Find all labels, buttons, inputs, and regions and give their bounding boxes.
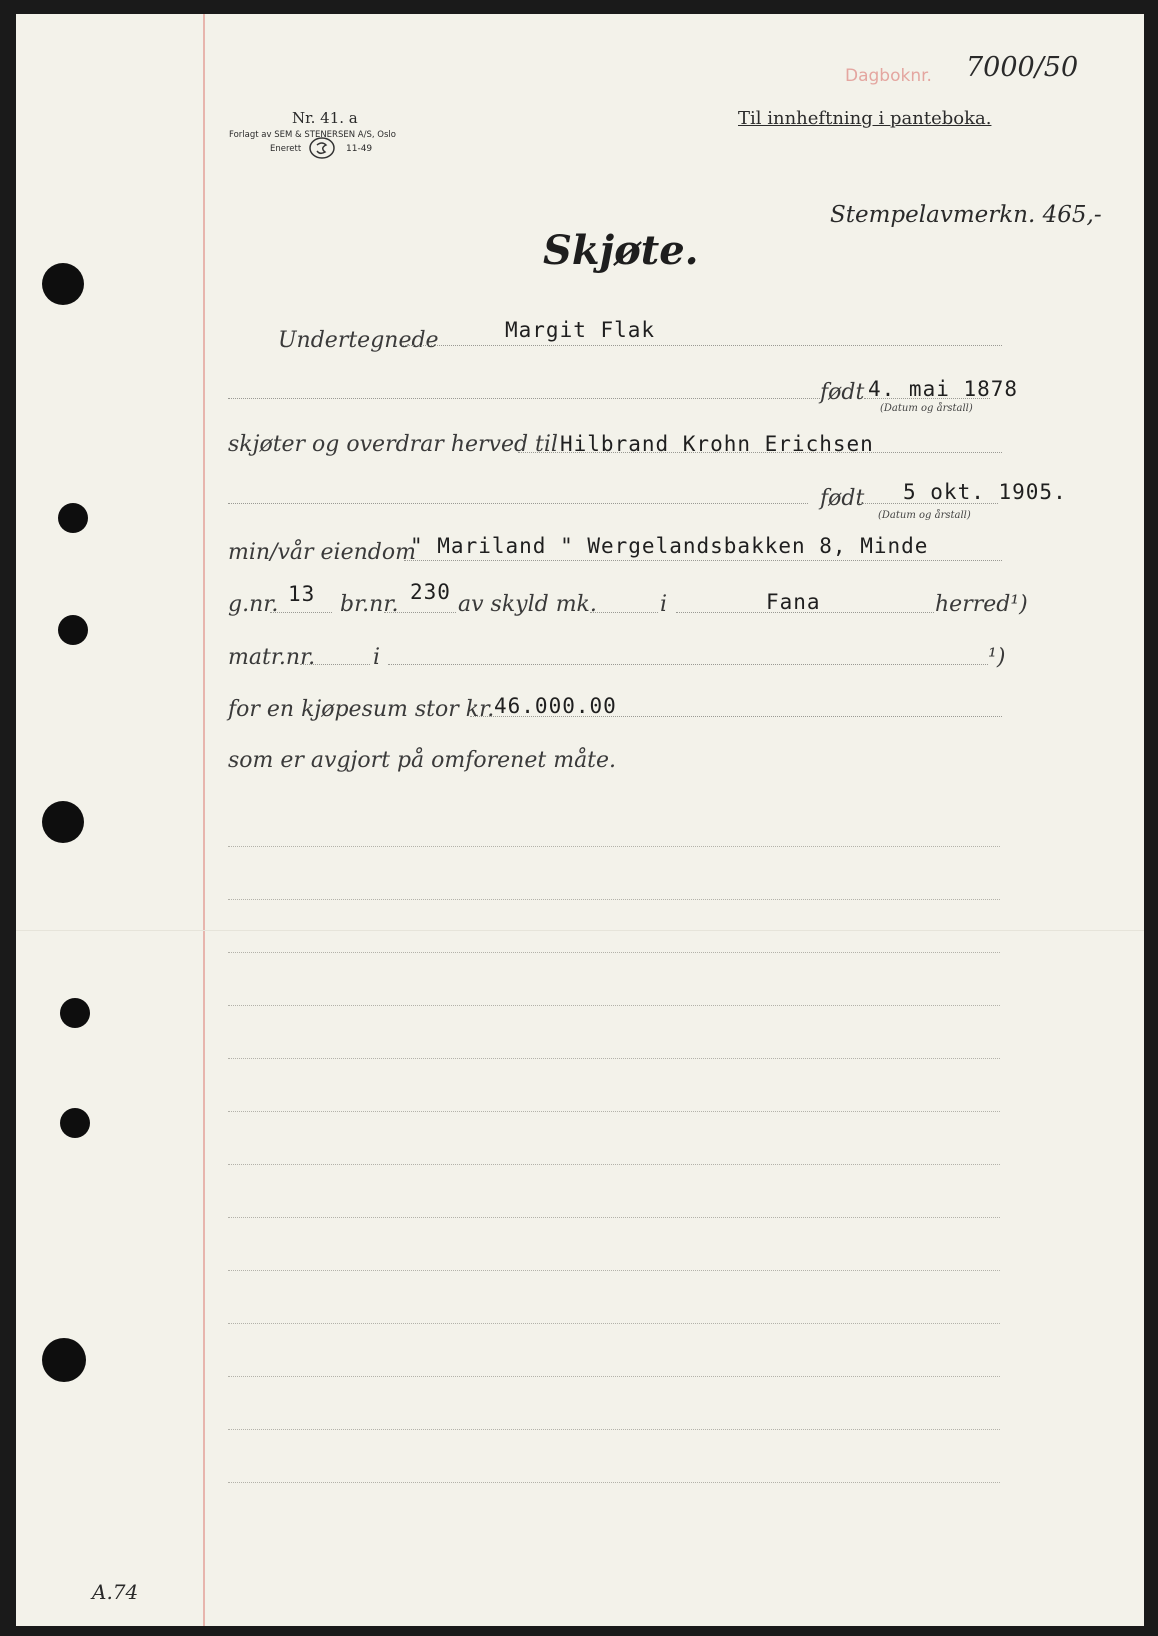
fold-line [16, 930, 1144, 931]
punch-hole [42, 1338, 86, 1382]
brnr-label: br.nr. [340, 592, 399, 617]
document-title: Skjøte. [543, 227, 699, 274]
punch-hole [60, 998, 90, 1028]
transfer-label: skjøter og overdrar herved til [228, 432, 558, 457]
seller-name: Margit Flak [505, 318, 656, 342]
publisher-logo-icon [308, 136, 336, 160]
publisher: Forlagt av SEM & STENERSEN A/S, Oslo [229, 130, 396, 140]
herred-label: herred¹) [935, 592, 1028, 617]
date-hint: (Datum og årstall) [880, 403, 973, 414]
buyer-name: Hilbrand Krohn Erichsen [560, 432, 874, 456]
blank-line [228, 899, 1000, 900]
blank-line [228, 1005, 1000, 1006]
herred-value: Fana [766, 590, 821, 614]
punch-hole [60, 1108, 90, 1138]
form-number: Nr. 41. a [292, 109, 358, 127]
eiendom-label: min/vår eiendom [228, 540, 416, 565]
blank-line [228, 1323, 1000, 1324]
dagbok-label: Dagboknr. [845, 66, 932, 86]
punch-hole [58, 503, 88, 533]
blank-line [228, 952, 1000, 953]
footer-note: A.74 [92, 1580, 139, 1604]
blank-line [228, 1376, 1000, 1377]
punch-hole [42, 801, 84, 843]
blank-line [228, 1482, 1000, 1483]
blank-line [228, 1429, 1000, 1430]
date-hint: (Datum og årstall) [878, 510, 971, 521]
matr-i-label: i [373, 645, 381, 670]
price-label: for en kjøpesum stor kr. [228, 697, 495, 722]
brnr-value: 230 [410, 580, 451, 604]
punch-hole [58, 615, 88, 645]
skyld-label: av skyld mk. [458, 592, 597, 617]
matr-footnote: ¹) [988, 645, 1006, 670]
blank-line [228, 846, 1000, 847]
price-value: 46.000.00 [494, 694, 617, 718]
buyer-fodt-label: født [820, 486, 865, 511]
instruction-text: Til innheftning i panteboka. [738, 108, 992, 129]
settled-text: som er avgjort på omforenet måte. [228, 748, 617, 773]
form-date: 11-49 [346, 144, 373, 154]
blank-line [228, 1217, 1000, 1218]
margin-rule [203, 14, 205, 1626]
buyer-birth-date: 5 okt. 1905. [903, 480, 1067, 504]
property-description: " Mariland " Wergelandsbakken 8, Minde [410, 534, 929, 558]
blank-line [228, 1270, 1000, 1271]
gnr-label: g.nr. [228, 592, 279, 617]
stamp-note: Stempelavmerkn. 465,- [830, 202, 1102, 228]
seller-fodt-label: født [820, 380, 865, 405]
i-label: i [660, 592, 668, 617]
blank-line [228, 1058, 1000, 1059]
dagbok-number: 7000/50 [966, 52, 1079, 83]
seller-birth-date: 4. mai 1878 [868, 377, 1019, 401]
blank-line [228, 1111, 1000, 1112]
punch-hole [42, 263, 84, 305]
undertegnede-label: Undertegnede [278, 328, 439, 353]
matr-label: matr.nr. [228, 645, 316, 670]
copyright-label: Enerett [270, 144, 302, 154]
blank-line [228, 1164, 1000, 1165]
gnr-value: 13 [288, 582, 316, 606]
